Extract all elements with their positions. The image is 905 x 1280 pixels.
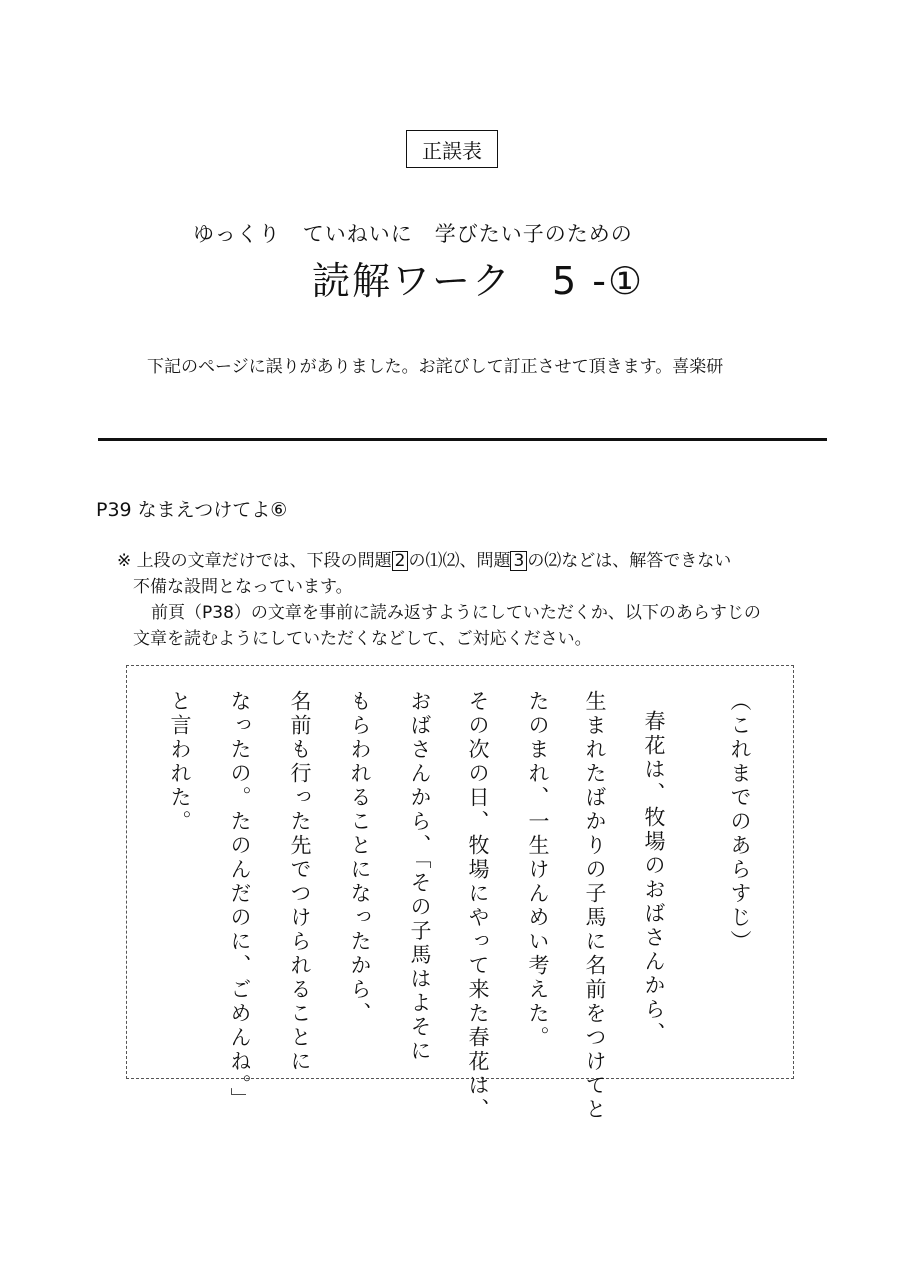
correction-note bbox=[117, 548, 817, 652]
synopsis-line: たのまれ、一生けんめい考えた。 bbox=[526, 690, 550, 1050]
question-number-box: 3 bbox=[510, 551, 527, 571]
note-text: の⑴⑵、問題 bbox=[408, 551, 511, 571]
synopsis-line: その次の日、牧場にやって来た春花は、 bbox=[466, 690, 490, 1122]
synopsis-box bbox=[126, 665, 794, 1122]
section-heading: P39 なまえつけてよ⑥ bbox=[96, 499, 288, 521]
synopsis-line: もらわれることになったから、 bbox=[348, 690, 372, 1026]
apology-notice: 下記のページに誤りがありました。お詫びして訂正させて頂きます。喜楽研 bbox=[147, 357, 724, 377]
note-text: ※ 上段の文章だけでは、下段の問題 bbox=[117, 551, 392, 571]
book-subtitle: ゆっくり ていねいに 学びたい子のための bbox=[193, 222, 633, 246]
synopsis-line: と言われた。 bbox=[168, 690, 192, 834]
errata-title: 正誤表 bbox=[422, 138, 482, 163]
synopsis-line: なったの。たのんだのに、ごめんね。」 bbox=[228, 690, 252, 1112]
note-text: の⑵などは、解答できない bbox=[527, 551, 732, 571]
book-title: 読解ワーク 5 -① bbox=[312, 259, 645, 303]
synopsis-line: （これまでのあらすじ） bbox=[728, 690, 752, 954]
errata-title-box bbox=[406, 130, 498, 168]
note-line-2: 不備な設問となっています。 bbox=[133, 577, 353, 597]
synopsis-line: おばさんから、「その子馬はよそに bbox=[408, 690, 432, 1064]
note-line-1 bbox=[117, 548, 817, 574]
synopsis-line: 生まれたばかりの子馬に名前をつけてと bbox=[583, 690, 607, 1122]
note-line-3: 前頁（P38）の文章を事前に読み返すようにしていただくか、以下のあらすじの bbox=[151, 603, 761, 623]
synopsis-line: 名前も行った先でつけられることに bbox=[288, 690, 312, 1074]
question-number-box: 2 bbox=[392, 551, 409, 571]
note-line-4: 文章を読むようにしていただくなどして、ご対応ください。 bbox=[133, 629, 592, 649]
divider bbox=[98, 438, 827, 441]
synopsis-line: 春花は、牧場のおばさんから、 bbox=[642, 710, 666, 1046]
